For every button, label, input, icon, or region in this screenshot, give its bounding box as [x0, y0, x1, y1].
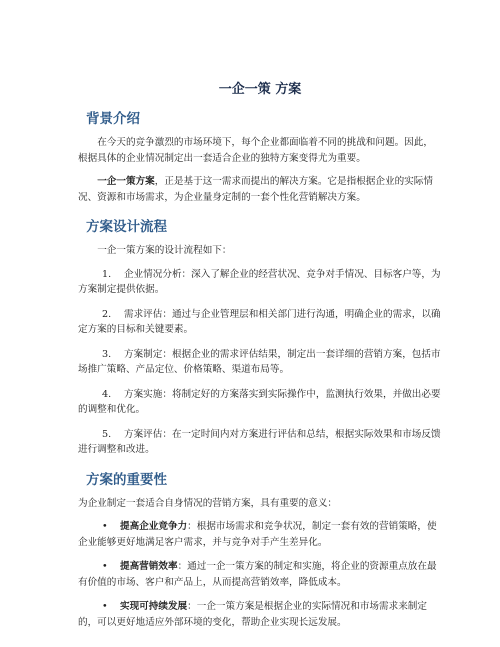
bullet-dot: •: [102, 601, 108, 612]
bullet-bold: 实现可持续发展: [120, 601, 188, 612]
importance-bullet: [78, 599, 442, 630]
bullet-dot: •: [102, 521, 108, 532]
section-heading-background: 背景介绍: [86, 111, 140, 127]
step-text: 方案评估：在一定时间内对方案进行评估和总结，根据实际效果和市场反馈进行调整和改进。: [78, 428, 441, 455]
step-text: 需求评估：通过与企业管理层和相关部门进行沟通，明确企业的需求，以确定方案的目标和关键要素。: [78, 308, 441, 335]
importance-intro: 为企业制定一套适合自身情况的营销方案，具有重要的意义：: [78, 497, 338, 509]
section-heading-importance: 方案的重要性: [86, 471, 167, 488]
bullet-bold: 提高企业竞争力: [120, 521, 188, 532]
step-number: 1.: [102, 268, 112, 280]
background-paragraph-2-rest: ，正是基于这一需求而提出的解决方案。它是指根据企业的实际情况、资源和市场需求，为企业量身定制的一套个性化营销解决方案。: [78, 176, 433, 203]
process-step: [78, 347, 442, 378]
step-number: 2.: [102, 308, 112, 320]
document-title: 一企一策 方案: [218, 82, 302, 97]
step-text: 企业情况分析：深入了解企业的经营状况、竞争对手情况、目标客户等，为方案制定提供依据。: [78, 268, 441, 295]
step-number: 4.: [102, 388, 112, 400]
bullet-dot: •: [102, 561, 108, 572]
process-step: [78, 387, 442, 418]
step-number: 5.: [102, 428, 112, 440]
step-text: 方案制定：根据企业的需求评估结果，制定出一套详细的营销方案，包括市场推广策略、产品定位、价格策略、渠道布局等。: [78, 348, 441, 375]
step-number: 3.: [102, 348, 112, 360]
importance-bullet: [78, 519, 442, 550]
process-step: [78, 267, 442, 298]
section-heading-process: 方案设计流程: [86, 219, 167, 235]
background-bold-term: 一企一策方案: [97, 176, 155, 187]
bullet-text: ：通过一企一策方案的制定和实施，将企业的资源重点放在最有价值的市场、客户和产品上，从而提高营销效率，降低成本。: [78, 561, 437, 588]
background-paragraph-1: 在今天的竞争激烈的市场环境下，每个企业都面临着不同的挑战和问题。因此，根据具体的企业情况制定出一套适合企业的独特方案变得尤为重要。: [78, 137, 433, 164]
bullet-text: ：一企一策方案是根据企业的实际情况和市场需求来制定的，可以更好地适应外部环境的变化，帮助企业实现长远发展。: [78, 601, 427, 628]
process-intro: 一企一策方案的设计流程如下：: [97, 245, 232, 256]
process-step: [78, 427, 442, 458]
process-step: [78, 307, 442, 338]
bullet-text: ：根据市场需求和竞争状况，制定一套有效的营销策略，使企业能够更好地满足客户需求，并与竞争对手产生差异化。: [78, 521, 437, 548]
importance-bullet: [78, 559, 442, 590]
step-text: 方案实施：将制定好的方案落实到实际操作中，监测执行效果，并做出必要的调整和优化。: [78, 388, 441, 415]
bullet-bold: 提高营销效率: [120, 561, 178, 572]
background-paragraph-2: [78, 174, 442, 205]
